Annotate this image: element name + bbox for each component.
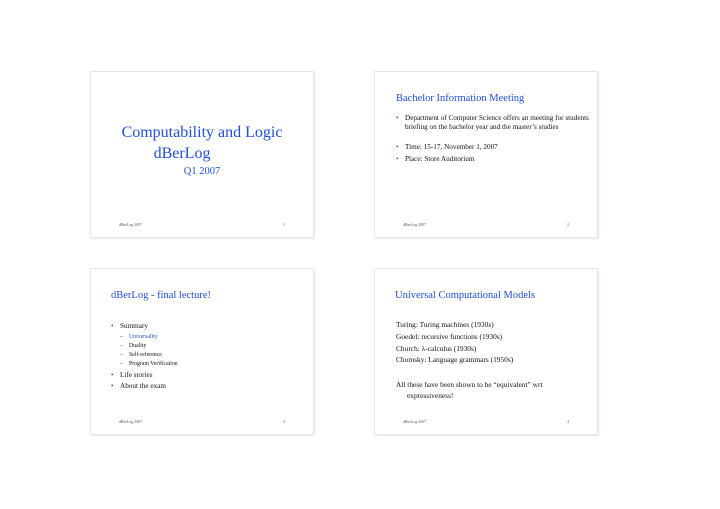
slide-3: [91, 269, 313, 434]
title-line-2: dBerLog: [153, 145, 211, 162]
title-line-1: Computability and Logic: [121, 124, 283, 141]
footer-left: dBerLog 2007: [119, 222, 143, 227]
footer-left: dBerLog 2007: [119, 419, 143, 424]
footer-left: dBerLog 2007: [403, 222, 427, 227]
models-list: [396, 319, 592, 366]
list-item: Turing: Turing machines (1930s): [396, 320, 494, 329]
slide-number: 4: [567, 419, 569, 424]
list-item: Chomsky: Language grammars (1950s): [396, 355, 514, 365]
slide-subtitle: Q1 2007: [183, 166, 221, 177]
slide-title: Universal Computational Models: [395, 290, 535, 301]
list-item: Goedel: recursive functions (1930s): [396, 331, 503, 341]
slide-number: 1: [283, 222, 285, 227]
slide-title: [91, 122, 313, 164]
slide-1: [91, 72, 313, 237]
list-item: • About the exam: [111, 382, 301, 391]
list-item: • Time: 15-17, November 1, 2007: [396, 143, 592, 152]
conclusion-text: [396, 380, 592, 401]
bullet-list: [111, 322, 301, 390]
sub-list: [120, 333, 301, 369]
slide-2: [375, 72, 597, 237]
slide-4: [375, 269, 597, 434]
slide-number: 2: [567, 222, 569, 227]
slide-number: 3: [283, 419, 285, 424]
conclusion-line-1: All these have been shown to be “equivalent” wrt: [396, 380, 543, 389]
slide-footer: [91, 419, 313, 427]
sub-item-self-reference: – Self-reference: [120, 351, 301, 360]
sub-item-program-verification: – Program Verification: [120, 360, 301, 369]
slide-footer: [375, 419, 597, 427]
footer-left: dBerLog 2007: [403, 419, 427, 424]
slide-footer: [91, 222, 313, 230]
slide-footer: [375, 222, 597, 230]
list-item: • Life stories: [111, 371, 301, 380]
list-item: • Department of Computer Science offers an meeting for students briefing on the bachelor year and the master’s studies: [396, 114, 592, 132]
list-item: [111, 322, 301, 369]
bullet-list: [396, 114, 592, 164]
conclusion-line-2: expressiveness!: [407, 390, 454, 400]
list-item: • Place: Store Auditorium: [396, 155, 592, 164]
list-item: Church: λ-calculus (1930s): [396, 343, 477, 353]
sub-item-duality: – Duality: [120, 342, 301, 351]
slide-title: dBerLog - final lecture!: [111, 290, 211, 301]
sub-item-universality: – Universality: [120, 333, 301, 342]
slide-title: Bachelor Information Meeting: [396, 93, 525, 104]
list-item-label: Summary: [120, 322, 148, 330]
